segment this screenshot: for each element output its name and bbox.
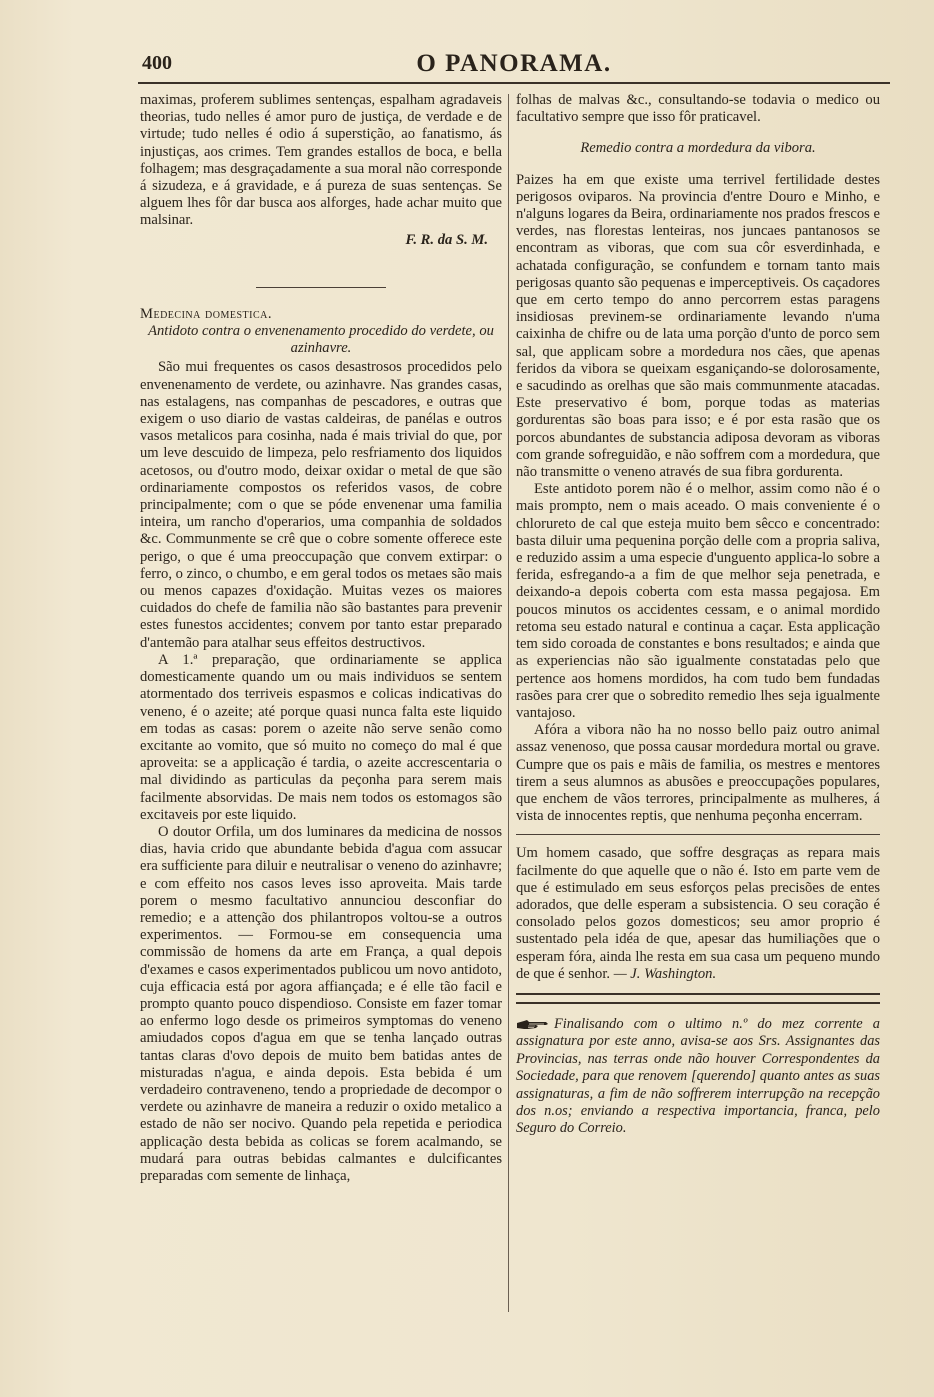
- page-number: 400: [142, 52, 172, 74]
- section-separator: [256, 287, 386, 288]
- page-header: [138, 48, 890, 84]
- column-divider: [508, 94, 509, 1312]
- viper-paragraph-1: Paizes ha em que existe uma terrivel fertilidade destes perigosos oviparos. Na provincia d'entre Douro e Minho, e n'alguns logares da Beira, ordinariamente nos prados frescos e verdes, nas florestas lenteiras, nos juncaes pantanosos se encontram as viboras, que com sua côr esverdinhada, e achatada configuração, se confundem e tornam tanto mais perigosas quanto são pequenas e imperceptiveis. Os caçadores que em certo tempo do anno percorrem estas paragens insidiosas previnem-se ordinariamente levando n'uma caixinha de chifre ou de lata uma porção d'unto de porco sem sal, que applicam sobre a mordedura nos cães, que apenas feridos da vibora se queixam esganiçando-se dolorosamente, e sacudindo as orelhas que são mais communmente atacadas. Este preservativo é bom, porque todas as materias gordurentas são boas para isso; e é por esta rasão que os porcos abundantes de substancia adiposa devoram as viboras com grande sofreguidão, e não soffrem com a mordedura, que não transmitte o veneno através de sua fibra gordurenta.: [516, 171, 880, 481]
- article-paragraph-1: São mui frequentes os casos desastrosos procedidos pelo envenenamento de verdete, ou azinhavre. Nas grandes casas, nas estalagens, nas companhas de pescadores, e outras que exigem o uso diario de vastas caldeiras, de panélas e outros vasos metalicos para cosinha, nada é mais trivial do que, por um leve descuido de limpeza, pelo resfriamento dos liquidos acetosos, ou d'outro modo, deixar oxidar o metal de que são ordinariamente compostos os referidos vasos, de cobre principalmente; com o que se póde envenenar uma familia inteira, um rancho d'operarios, uma companhia de soldados &c. Communmente se crê que o cobre somente offerece este perigo, o que é uma preoccupação que convem extirpar: o ferro, o zinco, o chumbo, e em geral todos os metaes são mais ou menos capazes d'oxidação. Muitas vezes os maiores cuidados do chefe de familia não são bastantes para prevenir estes funestos accidentes; convem por tanto estar preparado d'antemão para atalhar seus effeitos destructivos.: [140, 359, 502, 651]
- article-paragraph-3: O doutor Orfila, um dos luminares da medicina de nossos dias, havia crido que abundante bebida d'agua com assucar era sufficiente para diluir e neutralisar o veneno do azinhavre; e com effeito nos casos leves isso aproveita. Mais tarde porem o mesmo facultativo annunciou desconfiar do remedio; e a attenção dos philantropos voltou-se a outros experimentos. — Formou-se em consequencia uma commissão de homens da arte em França, a qual depois d'exames e casos experimentados publicou um novo antidoto, cuja efficacia está por agora affiançada; e é elle tão facil e prompto quanto pouco dispendioso. Consiste em fazer tomar ao enfermo logo desde os primeiros symptomas do veneno amiudados copos d'agua em que se tenha lançado outras tantas claras d'ovo depois de muito bem batidas antes de misturadas n'agua, e ainda depois. Esta bebida é um verdadeiro contraveneno, tendo a propriedade de decompor o verdete ou azinhavre de maneira a reduzir o oxido metalico a estado de não ser nocivo. Quando pela repetida e periodica applicação desta bebida as colicas se forem acalmando, se mudará para outras bebidas calmantes e dulcificantes preparadas com semente de linhaça,: [140, 823, 502, 1184]
- left-column: [140, 92, 502, 1185]
- washington-paragraph: [516, 845, 880, 983]
- article-divider: [516, 834, 880, 835]
- notice-text: Finalisando com o ultimo n.º do mez corrente a assignatura por este anno, avisa-se aos Srs. Assignantes das Provincias, nas terras onde não houver Correspondentes da Sociedade, para que renovem [querendo] quanto antes as suas assignaturas, a fim de não soffrerem interrupção na recepção dos n.os; enviando a respectiva importancia, franca, pelo Seguro do Correio.: [516, 1015, 880, 1137]
- viper-paragraph-2: Este antidoto porem não é o melhor, assim como não é o mais prompto, nem o mais aceado. O mais conveniente é o chlorureto de cal que esteja muito bem sêcco e concentrado: basta diluir uma pequenina porção delle com a propria saliva, e reduzido assim a uma especie d'unguento applica-lo sobre a ferida, esfregando-a a fim de que melhor seja penetrada, e deixando-a depois coberta com esta massa pegajosa. Em poucos minutos os accidentes cessam, e o animal mordido retoma seu estado natural e continua a caçar. Esta applicação tem sido coroada de constantes e bons resultados; e ainda que as experiencias não são igualmente constatadas pelo que pertence aos homens mordidos, ha com tudo bem fundadas rasões para crer que o sobredito remedio lhes seja igualmente vantajoso.: [516, 481, 880, 721]
- washington-signature: — J. Washington.: [613, 965, 717, 982]
- viper-article-title: Remedio contra a mordedura da vibora.: [580, 140, 816, 157]
- article-title: Antidoto contra o envenenamento procedido do verdete, ou azinhavre.: [148, 323, 494, 357]
- right-column: [516, 92, 880, 1138]
- washington-text: Um homem casado, que soffre desgraças as repara mais facilmente do que aquelle que o não é. Isto em parte vem de que é estimulado em seus esforços pelas precisões de entes adorados, que delle esperam a subsistencia. O seu coração é consolado pelos gozos domesticos; seu amor proprio é sustentado pela idéa de que, apesar das humiliações que o esperam fóra, ainda lhe resta em sua casa um pequeno mundo de que é senhor.: [516, 845, 880, 982]
- intro-paragraph: maximas, proferem sublimes sentenças, espalham agradaveis theorias, tudo nelles é amor puro de justiça, de verdade e de virtude; tudo nelles é odio á superstição, ao fanatismo, ás injustiças, aos crimes. Tem grandes estallos de boca, e bella folhagem; mas desgraçadamente a sua moral não corresponde á sizudeza, e á gravidade, e á pureza de suas sentenças. Se alguem lhes fôr dar busca aos alforges, hade achar muito que malsinar.: [140, 92, 502, 229]
- journal-title: O PANORAMA.: [416, 50, 612, 77]
- viper-paragraph-3: Afóra a vibora não ha no nosso bello paiz outro animal assaz venenoso, que possa causar mordedura mortal ou grave. Cumpre que os pais e mãis de familia, os mestres e mentores tirem a seus alumnos as abusões e preoccupações populares, que enchem de vãos terrores, principalmente as mulheres, á vista de innocentes reptis, que nenhuma peçonha encerram.: [516, 722, 880, 825]
- section-heading: Medecina domestica.: [140, 305, 272, 322]
- subscription-notice: [516, 1016, 880, 1138]
- notice-double-rule: [516, 993, 880, 1004]
- pointing-hand-icon: [516, 1019, 550, 1031]
- continuation-text: folhas de malvas &c., consultando-se todavia o medico ou facultativo sempre que isso fôr praticavel.: [516, 92, 880, 126]
- article-paragraph-2: A 1.ª preparação, que ordinariamente se applica domesticamente quando um ou mais individuos se sentem atormentado dos terriveis espasmos e colicas indicativas do veneno, é o azeite; até porque quasi nunca falta este liquido em todas as casas: porem o azeite não serve senão como excitante ao vomito, que só muito no começo do mal é que aproveita: se a applicação é tardia, o azeite accrescentaria o mal dividindo as particulas da peçonha para serem mais facilmente absorvidas. De mais nem todos os estomagos são excitaveis por este liquido.: [140, 651, 502, 823]
- author-signature: F. R. da S. M.: [405, 231, 488, 248]
